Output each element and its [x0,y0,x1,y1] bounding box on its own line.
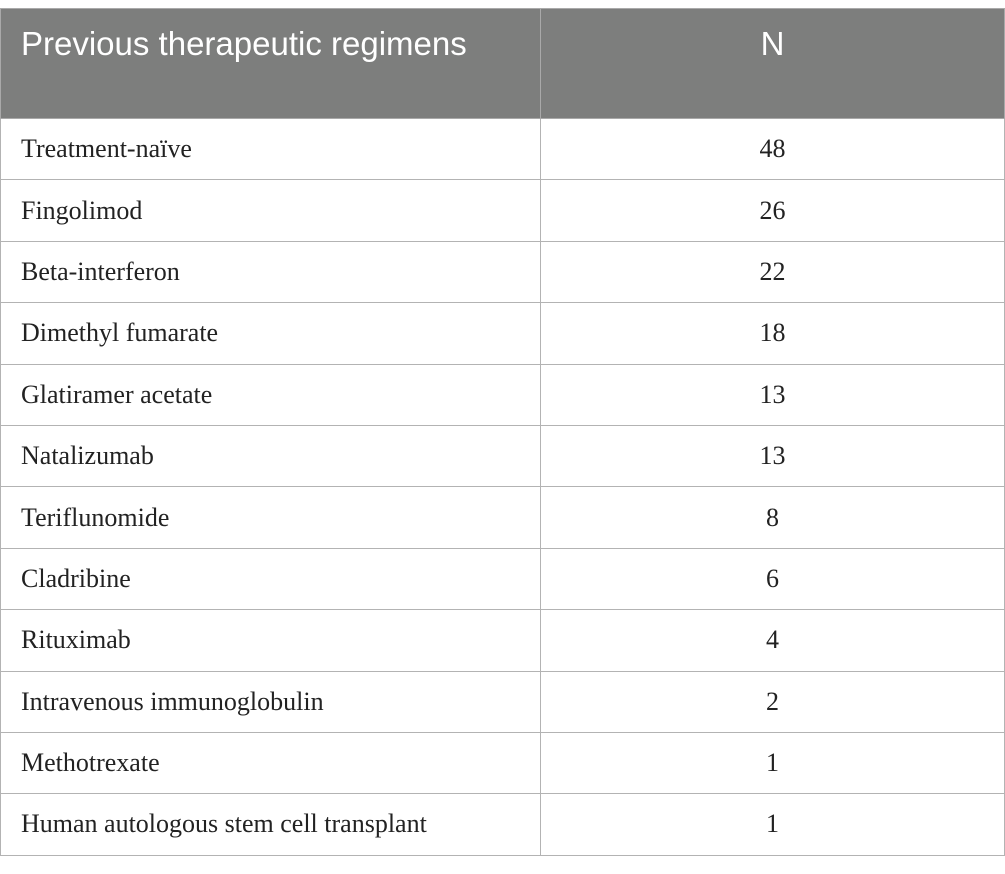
count-cell: 13 [541,364,1005,425]
regimen-cell: Treatment-naïve [1,119,541,180]
table-row [1,180,1005,241]
table-row [1,425,1005,486]
regimen-cell: Rituximab [1,610,541,671]
count-cell: 8 [541,487,1005,548]
header-n: N [541,9,1005,119]
regimen-cell: Beta-interferon [1,241,541,302]
count-cell: 13 [541,425,1005,486]
count-cell: 6 [541,548,1005,609]
regimen-cell: Dimethyl fumarate [1,303,541,364]
count-cell: 1 [541,794,1005,855]
count-cell: 1 [541,732,1005,793]
count-cell: 18 [541,303,1005,364]
count-cell: 48 [541,119,1005,180]
therapeutic-regimens-table-container [0,8,1004,856]
regimen-cell: Cladribine [1,548,541,609]
count-cell: 22 [541,241,1005,302]
table-header [1,9,1005,119]
table-row [1,303,1005,364]
header-row [1,9,1005,119]
regimen-cell: Human autologous stem cell transplant [1,794,541,855]
regimen-cell: Teriflunomide [1,487,541,548]
regimen-cell: Glatiramer acetate [1,364,541,425]
table-row [1,732,1005,793]
table-row [1,794,1005,855]
table-row [1,364,1005,425]
count-cell: 4 [541,610,1005,671]
count-cell: 26 [541,180,1005,241]
regimen-cell: Fingolimod [1,180,541,241]
table-row [1,119,1005,180]
table-body [1,119,1005,856]
table-row [1,487,1005,548]
table-row [1,241,1005,302]
therapeutic-regimens-table [0,8,1005,856]
table-row [1,671,1005,732]
regimen-cell: Intravenous immunoglobulin [1,671,541,732]
regimen-cell: Methotrexate [1,732,541,793]
table-row [1,548,1005,609]
header-regimen: Previous therapeutic regimens [1,9,541,119]
regimen-cell: Natalizumab [1,425,541,486]
table-row [1,610,1005,671]
count-cell: 2 [541,671,1005,732]
